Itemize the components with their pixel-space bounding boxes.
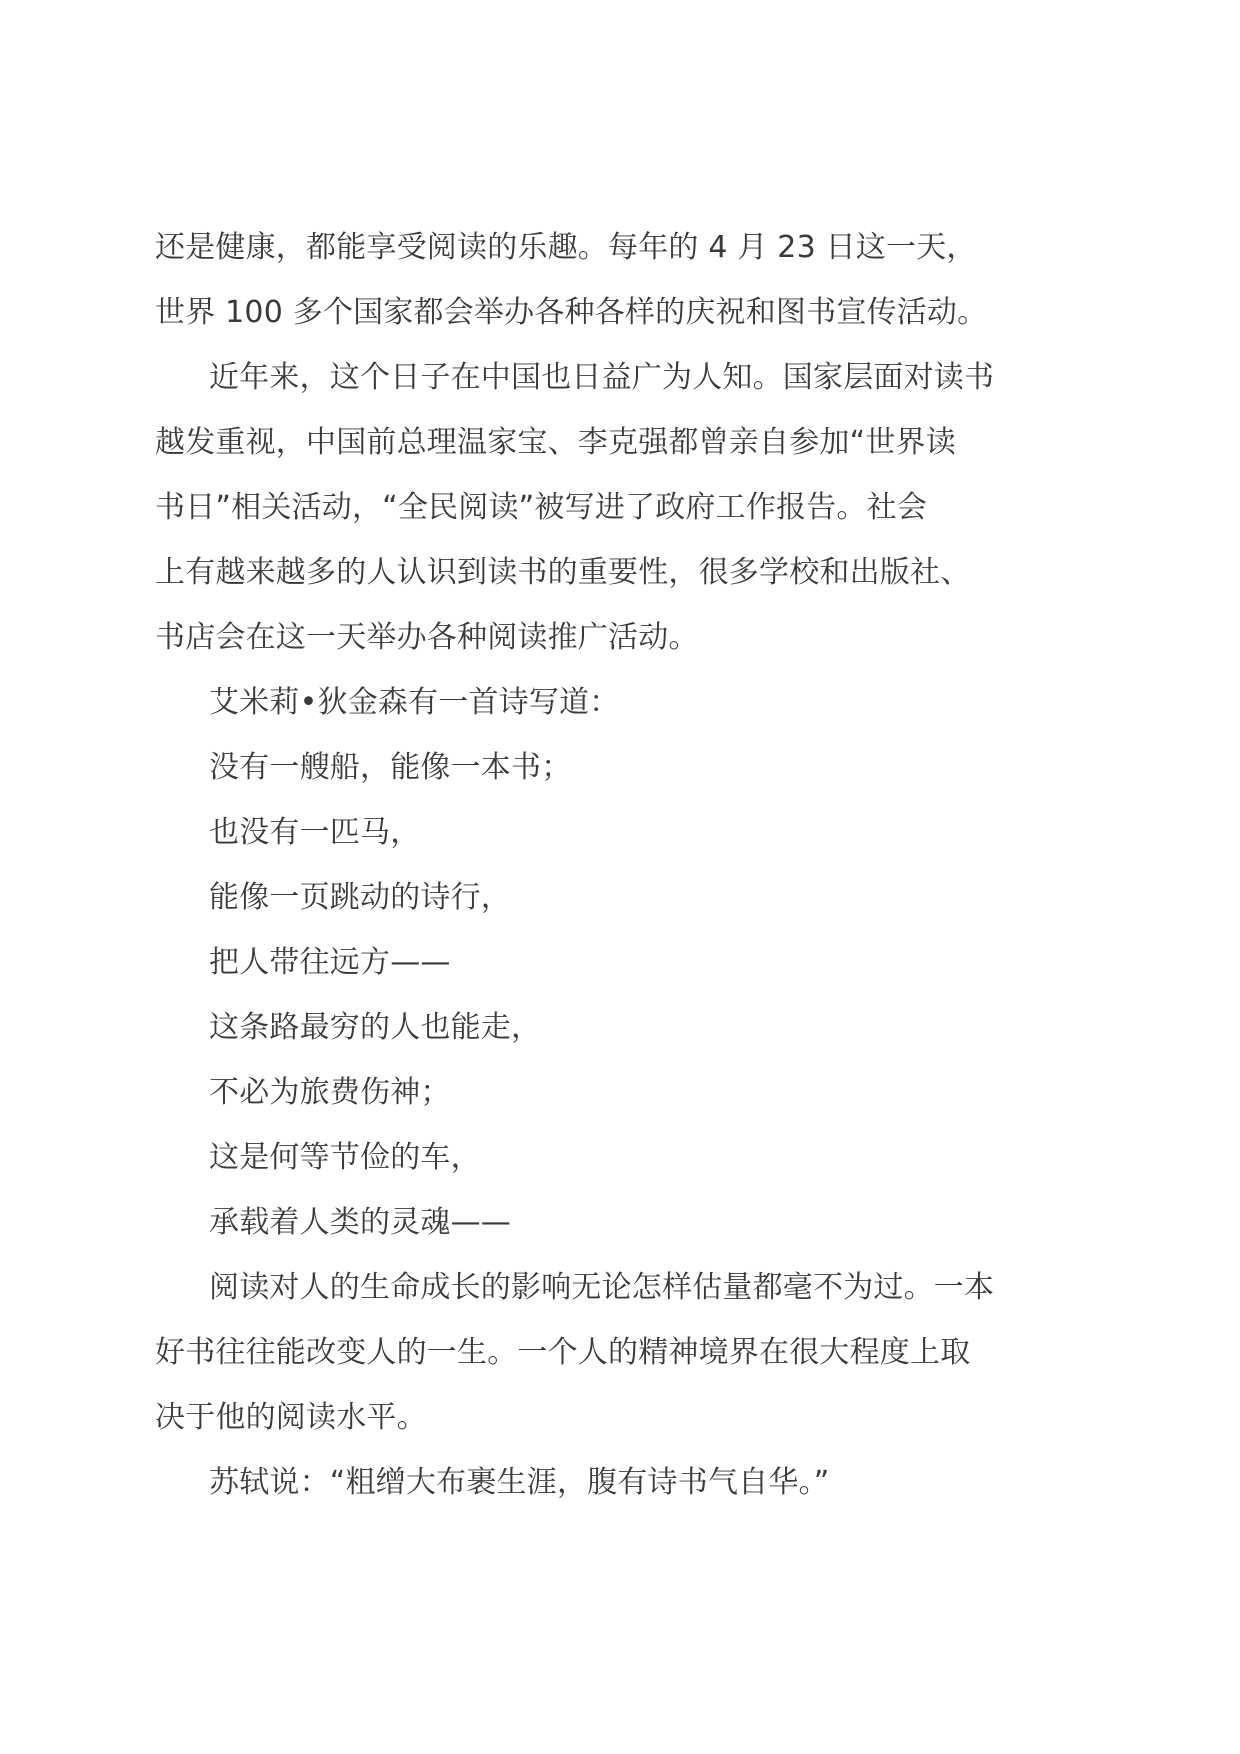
poem-line: 这是何等节俭的车， [209,1140,481,1175]
text-line: 书日”相关活动，“全民阅读”被写进了政府工作报告。社会 [155,490,928,525]
text-line: 阅读对人的生命成长的影响无论怎样估量都毫不为过。一本 [209,1270,995,1305]
text-line: 世界 100 多个国家都会举办各种各样的庆祝和图书宣传活动。 [155,295,988,330]
text-line: 近年来，这个日子在中国也日益广为人知。国家层面对读书 [209,360,995,395]
poem-line: 这条路最穷的人也能走， [209,1010,542,1045]
poem-line: 把人带往远方—— [209,945,451,980]
poem-line: 承载着人类的灵魂—— [209,1205,511,1240]
text-line: 还是健康，都能享受阅读的乐趣。每年的 4 月 23 日这一天， [155,230,977,265]
poem-line: 也没有一匹马， [209,815,421,850]
body-text [155,215,1090,1515]
text-line: 上有越来越多的人认识到读书的重要性，很多学校和出版社、 [155,555,971,590]
text-line: 书店会在这一天举办各种阅读推广活动。 [155,620,699,655]
text-line: 好书往往能改变人的一生。一个人的精神境界在很大程度上取 [155,1335,971,1370]
poem-line: 没有一艘船，能像一本书； [209,750,572,785]
poem-line: 能像一页跳动的诗行， [209,880,511,915]
text-line: 艾米莉•狄金森有一首诗写道： [209,685,620,720]
text-line: 决于他的阅读水平。 [155,1400,427,1435]
quote-line: 苏轼说：“粗缯大布裹生涯，腹有诗书气自华。” [209,1465,830,1500]
text-line: 越发重视，中国前总理温家宝、李克强都曾亲自参加“世界读 [155,425,956,460]
poem-line: 不必为旅费伤神； [209,1075,451,1110]
